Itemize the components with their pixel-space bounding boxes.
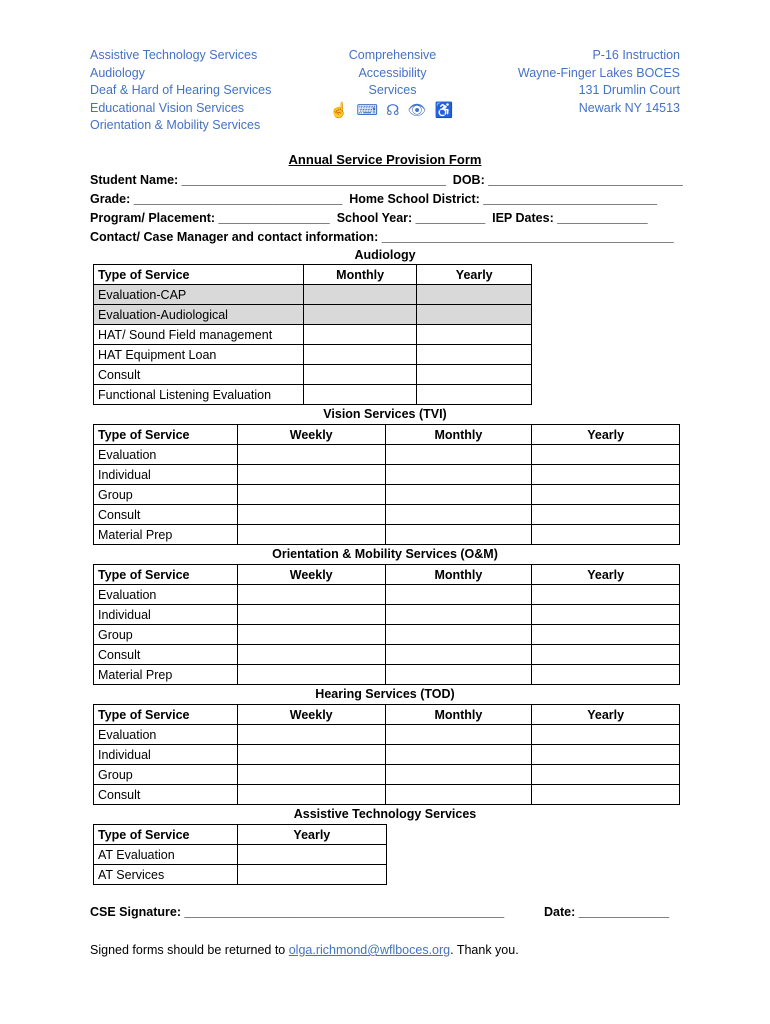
service-cell: AT Evaluation xyxy=(94,845,238,865)
form-title xyxy=(0,152,770,167)
table-row xyxy=(94,605,680,625)
service-cell: Evaluation xyxy=(94,445,238,465)
header-cell: Yearly xyxy=(237,825,386,845)
service-cell: AT Services xyxy=(94,865,238,885)
entry-cell[interactable] xyxy=(532,605,680,625)
table-row xyxy=(94,385,532,405)
header-cell: Monthly xyxy=(385,565,532,585)
header-right-line: Newark NY 14513 xyxy=(578,100,680,115)
table-row xyxy=(94,865,387,885)
entry-cell[interactable] xyxy=(417,285,532,305)
header-cell: Yearly xyxy=(532,565,680,585)
entry-cell[interactable] xyxy=(532,525,680,545)
entry-cell[interactable] xyxy=(532,645,680,665)
entry-cell[interactable] xyxy=(237,745,385,765)
entry-cell[interactable] xyxy=(385,765,532,785)
header-cell: Monthly xyxy=(385,705,532,725)
hearing-title: Hearing Services (TOD) xyxy=(315,687,455,701)
om-table xyxy=(93,564,680,685)
header-cell: Type of Service xyxy=(94,565,238,585)
form-title-text: Annual Service Provision Form xyxy=(288,152,482,167)
entry-cell[interactable] xyxy=(385,725,532,745)
service-cell: Individual xyxy=(94,745,238,765)
cse-signature-line[interactable]: CSE Signature: ______________________________________________ xyxy=(90,905,505,919)
entry-cell[interactable] xyxy=(417,365,532,385)
table-row xyxy=(94,765,680,785)
header-cell: Yearly xyxy=(417,265,532,285)
entry-cell[interactable] xyxy=(237,485,385,505)
service-cell: Group xyxy=(94,765,238,785)
header-middle xyxy=(320,47,465,119)
table-row xyxy=(94,745,680,765)
header-right-line: P-16 Instruction xyxy=(592,48,680,62)
entry-cell[interactable] xyxy=(237,525,385,545)
at-title: Assistive Technology Services xyxy=(293,807,477,821)
table-header-row xyxy=(94,705,680,725)
table-row xyxy=(94,645,680,665)
entry-cell[interactable] xyxy=(237,445,385,465)
header-right-line: Wayne-Finger Lakes BOCES xyxy=(517,65,680,80)
table-row xyxy=(94,325,532,345)
table-row xyxy=(94,445,680,465)
header-cell: Yearly xyxy=(532,705,680,725)
program-year-iep-line[interactable]: Program/ Placement: ________________ School Year: __________ IEP Dates: _____________ xyxy=(90,211,648,225)
email-link[interactable]: olga.richmond@wflboces.org xyxy=(288,943,451,957)
entry-cell[interactable] xyxy=(237,765,385,785)
entry-cell[interactable] xyxy=(303,345,417,365)
entry-cell[interactable] xyxy=(385,585,532,605)
service-cell: Consult xyxy=(94,785,238,805)
grade-district-line[interactable]: Grade: ______________________________ Home School District: _________________________ xyxy=(90,192,658,206)
table-row xyxy=(94,365,532,385)
entry-cell[interactable] xyxy=(385,465,532,485)
entry-cell[interactable] xyxy=(385,525,532,545)
entry-cell[interactable] xyxy=(417,345,532,365)
table-header-row xyxy=(94,565,680,585)
entry-cell[interactable] xyxy=(303,325,417,345)
entry-cell[interactable] xyxy=(385,485,532,505)
service-cell: Consult xyxy=(94,645,238,665)
table-row xyxy=(94,305,532,325)
header-cell: Type of Service xyxy=(94,825,238,845)
entry-cell[interactable] xyxy=(237,725,385,745)
header-right-address xyxy=(480,47,680,117)
header-middle-line: Accessibility xyxy=(358,65,427,80)
footer-note xyxy=(90,943,519,957)
vision-table xyxy=(93,424,680,545)
table-row xyxy=(94,785,680,805)
om-title: Orientation & Mobility Services (O&M) xyxy=(272,547,498,561)
audiology-title: Audiology xyxy=(354,248,416,262)
entry-cell[interactable] xyxy=(237,505,385,525)
entry-cell[interactable] xyxy=(385,625,532,645)
entry-cell[interactable] xyxy=(385,665,532,685)
entry-cell[interactable] xyxy=(532,665,680,685)
header-middle-line: Comprehensive xyxy=(348,48,437,62)
header-cell: Type of Service xyxy=(94,425,238,445)
service-cell: Material Prep xyxy=(94,665,238,685)
entry-cell[interactable] xyxy=(237,865,386,885)
header-left-line: Orientation & Mobility Services xyxy=(90,118,261,132)
entry-cell[interactable] xyxy=(385,785,532,805)
entry-cell[interactable] xyxy=(237,605,385,625)
entry-cell[interactable] xyxy=(532,765,680,785)
entry-cell[interactable] xyxy=(532,465,680,485)
entry-cell[interactable] xyxy=(237,845,386,865)
header-cell: Type of Service xyxy=(94,265,304,285)
entry-cell[interactable] xyxy=(385,505,532,525)
entry-cell[interactable] xyxy=(532,445,680,465)
header-cell: Weekly xyxy=(237,705,385,725)
service-cell: HAT/ Sound Field management xyxy=(94,325,304,345)
service-cell: Group xyxy=(94,625,238,645)
entry-cell[interactable] xyxy=(385,445,532,465)
entry-cell[interactable] xyxy=(532,485,680,505)
entry-cell[interactable] xyxy=(385,645,532,665)
header-cell: Type of Service xyxy=(94,705,238,725)
header-left-line: Deaf & Hard of Hearing Services xyxy=(90,83,272,97)
service-cell: Material Prep xyxy=(94,525,238,545)
header-left-line: Educational Vision Services xyxy=(90,100,245,115)
entry-cell[interactable] xyxy=(417,385,532,405)
student-name-dob-line[interactable]: Student Name: ______________________________________ DOB: ____________________________ xyxy=(90,173,683,187)
table-row xyxy=(94,505,680,525)
entry-cell[interactable] xyxy=(237,785,385,805)
table-row xyxy=(94,345,532,365)
accessibility-icons: ☝ ⌨ ☊ 👁 ♿ xyxy=(329,101,456,119)
table-row xyxy=(94,525,680,545)
header-cell: Monthly xyxy=(385,425,532,445)
entry-cell[interactable] xyxy=(303,305,417,325)
service-cell: Individual xyxy=(94,605,238,625)
service-cell: Consult xyxy=(94,365,304,385)
header-middle-line: Services xyxy=(368,83,417,97)
footer-text-end: . Thank you. xyxy=(450,943,519,957)
service-cell: HAT Equipment Loan xyxy=(94,345,304,365)
table-header-row xyxy=(94,265,532,285)
table-row xyxy=(94,465,680,485)
service-cell: Evaluation xyxy=(94,725,238,745)
date-line[interactable]: Date: _____________ xyxy=(544,905,670,919)
contact-line[interactable]: Contact/ Case Manager and contact information: __________________________________________ xyxy=(90,230,674,244)
header-cell: Yearly xyxy=(532,425,680,445)
service-cell: Functional Listening Evaluation xyxy=(94,385,304,405)
table-row xyxy=(94,625,680,645)
table-row xyxy=(94,285,532,305)
header-left-line: Assistive Technology Services xyxy=(90,48,258,62)
table-row xyxy=(94,485,680,505)
entry-cell[interactable] xyxy=(385,745,532,765)
header-right-line: 131 Drumlin Court xyxy=(578,83,680,97)
entry-cell[interactable] xyxy=(303,365,417,385)
entry-cell[interactable] xyxy=(532,505,680,525)
entry-cell[interactable] xyxy=(532,785,680,805)
entry-cell[interactable] xyxy=(532,585,680,605)
entry-cell[interactable] xyxy=(417,305,532,325)
footer-text: Signed forms should be returned to xyxy=(90,943,289,957)
vision-title: Vision Services (TVI) xyxy=(323,407,447,421)
table-header-row xyxy=(94,825,387,845)
hearing-table xyxy=(93,704,680,805)
entry-cell[interactable] xyxy=(237,665,385,685)
service-cell: Evaluation-Audiological xyxy=(94,305,304,325)
table-header-row xyxy=(94,425,680,445)
header-left-services xyxy=(90,47,271,135)
header-left-line: Audiology xyxy=(90,65,145,80)
entry-cell[interactable] xyxy=(532,745,680,765)
service-cell: Consult xyxy=(94,505,238,525)
entry-cell[interactable] xyxy=(237,585,385,605)
service-cell: Evaluation-CAP xyxy=(94,285,304,305)
entry-cell[interactable] xyxy=(385,605,532,625)
entry-cell[interactable] xyxy=(237,645,385,665)
table-row xyxy=(94,725,680,745)
header-cell: Monthly xyxy=(303,265,417,285)
header-cell: Weekly xyxy=(237,425,385,445)
service-cell: Group xyxy=(94,485,238,505)
audiology-table xyxy=(93,264,532,405)
entry-cell[interactable] xyxy=(303,285,417,305)
table-row xyxy=(94,585,680,605)
table-row xyxy=(94,665,680,685)
entry-cell[interactable] xyxy=(532,625,680,645)
service-cell: Evaluation xyxy=(94,585,238,605)
entry-cell[interactable] xyxy=(237,625,385,645)
table-row xyxy=(94,845,387,865)
entry-cell[interactable] xyxy=(532,725,680,745)
entry-cell[interactable] xyxy=(303,385,417,405)
at-table xyxy=(93,824,387,885)
entry-cell[interactable] xyxy=(237,465,385,485)
entry-cell[interactable] xyxy=(417,325,532,345)
header-cell: Weekly xyxy=(237,565,385,585)
service-cell: Individual xyxy=(94,465,238,485)
